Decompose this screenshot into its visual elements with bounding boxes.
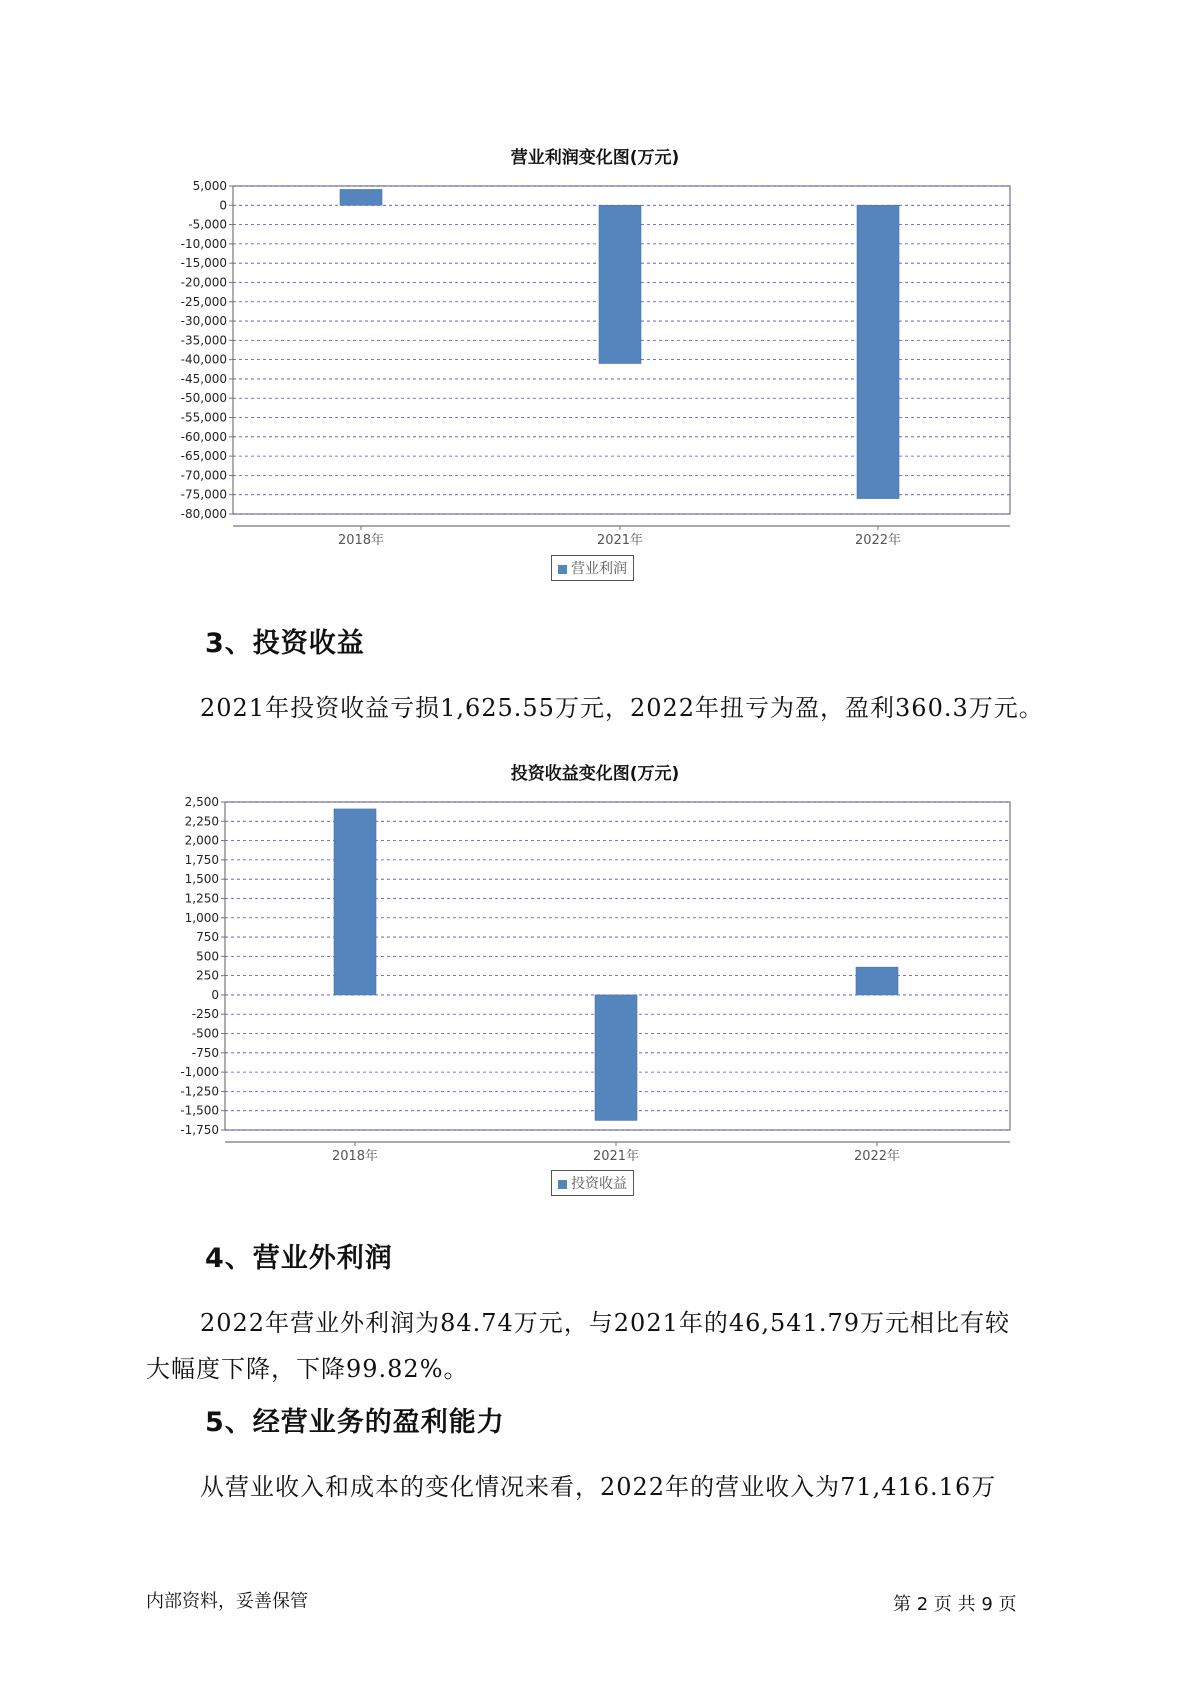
y-tick-label: 0 <box>211 987 219 1002</box>
y-tick-label: -80,000 <box>180 507 227 521</box>
x-tick-label: 2021年 <box>592 1149 640 1164</box>
bar-2022年 <box>856 967 898 995</box>
x-tick-label: 2022年 <box>854 533 902 548</box>
bar-2018年 <box>334 809 376 995</box>
y-tick-label: 0 <box>219 198 227 213</box>
y-tick-label: -35,000 <box>180 333 227 348</box>
section-heading-profitability: 5、经营业务的盈利能力 <box>205 1407 505 1438</box>
y-tick-label: -40,000 <box>180 352 227 367</box>
y-tick-label: -65,000 <box>180 449 227 464</box>
y-tick-label: 2,500 <box>184 795 219 809</box>
y-tick-label: 250 <box>196 968 219 983</box>
paragraph-profitability: 从营业收入和成本的变化情况来看，2022年的营业收入为71,416.16万 <box>200 1473 997 1501</box>
chart-title-investment-income: 投资收益变化图(万元) <box>510 764 680 784</box>
chart-legend-investment-income <box>551 1170 634 1196</box>
y-tick-label: 1,500 <box>184 872 219 887</box>
bar-2021年 <box>595 995 637 1120</box>
footer-confidential-note: 内部资料，妥善保管 <box>146 1591 308 1612</box>
y-tick-label: -1,500 <box>180 1103 219 1118</box>
section-heading-investment-income: 3、投资收益 <box>205 628 365 659</box>
x-tick-label: 2021年 <box>596 533 644 548</box>
y-tick-label: 500 <box>196 949 219 964</box>
y-tick-label: -250 <box>191 1007 219 1022</box>
y-tick-label: -1,250 <box>180 1084 219 1099</box>
legend-label: 营业利润 <box>571 561 627 577</box>
paragraph-non-operating-line2: 大幅度下降，下降99.82%。 <box>146 1355 469 1383</box>
y-tick-label: -750 <box>191 1045 219 1060</box>
x-tick-label: 2018年 <box>337 533 385 548</box>
paragraph-investment-income: 2021年投资收益亏损1,625.55万元，2022年扭亏为盈，盈利360.3万元。 <box>200 694 1044 722</box>
y-tick-label: -55,000 <box>180 410 227 425</box>
footer-page-number: 第 2 页 共 9 页 <box>893 1594 1017 1615</box>
y-tick-label: -10,000 <box>180 236 227 251</box>
y-tick-label: -30,000 <box>180 314 227 329</box>
chart-title-operating-profit: 营业利润变化图(万元) <box>510 148 680 168</box>
y-tick-label: 1,250 <box>184 891 219 906</box>
y-tick-label: -500 <box>191 1026 219 1041</box>
paragraph-non-operating-line1: 2022年营业外利润为84.74万元，与2021年的46,541.79万元相比有较 <box>200 1309 1011 1337</box>
y-tick-label: 750 <box>196 930 219 945</box>
y-tick-label: -1,750 <box>180 1123 219 1137</box>
y-tick-label: -50,000 <box>180 391 227 406</box>
y-tick-label: 5,000 <box>192 179 227 193</box>
y-tick-label: -1,000 <box>180 1065 219 1080</box>
y-tick-label: -70,000 <box>180 468 227 483</box>
legend-swatch <box>558 1180 567 1189</box>
y-tick-label: 2,000 <box>184 833 219 848</box>
legend-label: 投资收益 <box>571 1176 627 1192</box>
x-tick-label: 2018年 <box>331 1149 379 1164</box>
section-heading-non-operating-profit: 4、营业外利润 <box>205 1243 393 1274</box>
y-tick-label: -60,000 <box>180 429 227 444</box>
y-tick-label: 1,750 <box>184 852 219 867</box>
x-tick-label: 2022年 <box>853 1149 901 1164</box>
y-tick-label: 1,000 <box>184 910 219 925</box>
y-tick-label: -45,000 <box>180 371 227 386</box>
y-tick-label: -25,000 <box>180 294 227 309</box>
y-tick-label: -5,000 <box>188 217 227 232</box>
y-tick-label: -20,000 <box>180 275 227 290</box>
y-tick-label: -15,000 <box>180 256 227 271</box>
y-tick-label: -75,000 <box>180 487 227 502</box>
y-tick-label: 2,250 <box>184 814 219 829</box>
